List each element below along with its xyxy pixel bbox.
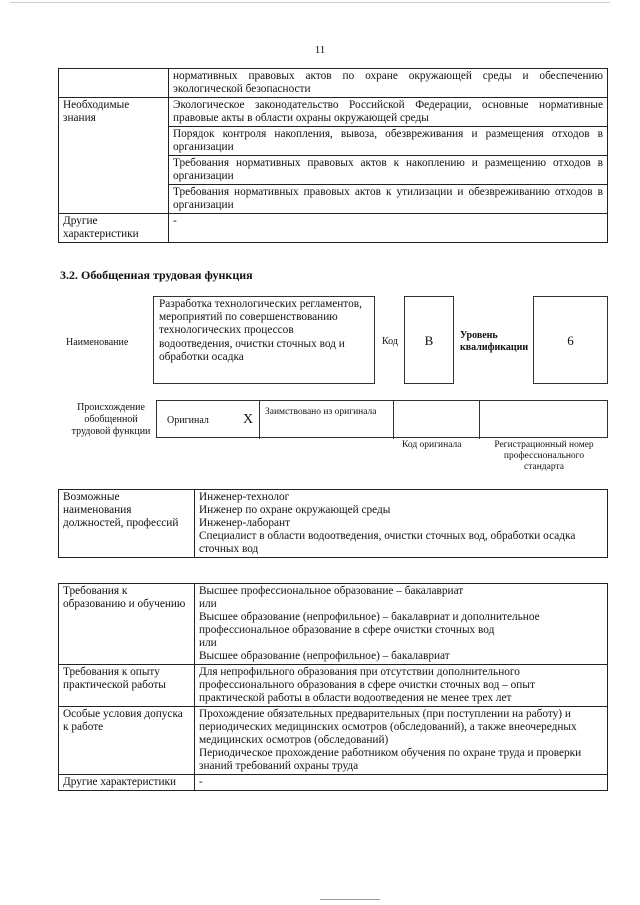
table-cell-empty [59,69,169,98]
qualification-level-label: Уровень квалификации [460,330,529,353]
name-label: Наименование [66,337,129,348]
other-characteristics-value: - [169,214,608,243]
knowledge-continuation: нормативных правовых актов по охране окружающей среды и обеспечению экологической безопасности [169,69,608,98]
knowledge-label: Необходимые знания [59,98,169,214]
origin-divider [393,401,394,439]
requirements-table [58,583,608,791]
positions-label: Возможные наименования должностей, профессий [59,490,195,558]
section-title: 3.2. Обобщенная трудовая функция [60,268,253,282]
reg-number-label: Регистрационный номер профессионального стандарта [494,440,594,472]
education-item: или [199,637,217,649]
knowledge-item: Экологическое законодательство Российской Федерации, основные нормативные правовые акты в области охраны окружающей среды [169,98,608,127]
admission-item: Прохождение обязательных предварительных (при поступлении на работу) и периодических медицинских осмотров (обследований), а также внеочередных медицинских осмотров (обследований) [199,708,577,746]
code-label: Код [382,336,398,347]
origin-label: Происхождение обобщенной трудовой функции [71,402,151,437]
knowledge-item: Требования нормативных правовых актов к утилизации и обезвреживанию отходов в организации [169,185,608,214]
other-characteristics-value: - [195,775,608,791]
education-label: Требования к образованию и обучению [59,584,195,665]
education-item: Высшее профессиональное образование – бакалавриат [199,585,464,597]
admission-item: Периодическое прохождение работником обучения по охране труда и проверки знаний требований охраны труда [199,747,582,772]
page-number: 11 [314,44,326,56]
origin-divider [259,401,260,439]
table-row [59,665,608,707]
knowledge-item: Требования нормативных правовых актов к накоплению и размещению отходов в организации [169,156,608,185]
other-characteristics-label: Другие характеристики [59,214,169,243]
position-item: Инженер-лаборант [199,517,291,529]
origin-table [156,400,608,438]
scan-edge-line [320,899,380,900]
function-name: Разработка технологических регламентов, мероприятий по совершенствованию технологических процессов водоотведения, очистки сточных вод и обработки осадка [153,296,375,384]
position-item: Специалист в области водоотведения, очистки сточных вод, обработки осадка сточных вод [199,530,576,555]
knowledge-table [58,68,608,243]
code-original-label: Код оригинала [402,440,462,450]
table-row [59,69,608,98]
education-item: Высшее образование (непрофильное) – бакалавриат и дополнительное профессиональное образование в сфере очистки сточных вод [199,611,540,636]
positions-list [195,490,608,558]
position-item: Инженер по охране окружающей среды [199,504,391,516]
education-item: или [199,598,217,610]
table-row [59,584,608,665]
borrowed-label: Заимствовано из оригинала [265,407,377,417]
knowledge-item: Порядок контроля накопления, вывоза, обезвреживания и размещения отходов в организации [169,127,608,156]
table-row [59,490,608,558]
scan-edge-line [10,2,610,3]
admission-list [195,707,608,775]
qualification-level-value: 6 [533,296,608,384]
origin-divider [479,401,480,439]
experience-label: Требования к опыту практической работы [59,665,195,707]
position-item: Инженер-технолог [199,491,290,503]
education-list [195,584,608,665]
experience-value: Для непрофильного образования при отсутствии дополнительного профессионального образования в сфере очистки сточных вод – опыт практической работы в области водоотведения не менее трех лет [195,665,608,707]
education-item: Высшее образование (непрофильное) – бакалавриат [199,650,450,662]
table-row [59,775,608,791]
table-row [59,214,608,243]
table-row [59,707,608,775]
original-mark: X [243,412,254,427]
table-row [59,98,608,127]
original-label: Оригинал [167,415,209,426]
code-value: B [404,296,454,384]
positions-table [58,489,608,558]
other-characteristics-label: Другие характеристики [59,775,195,791]
admission-label: Особые условия допуска к работе [59,707,195,775]
